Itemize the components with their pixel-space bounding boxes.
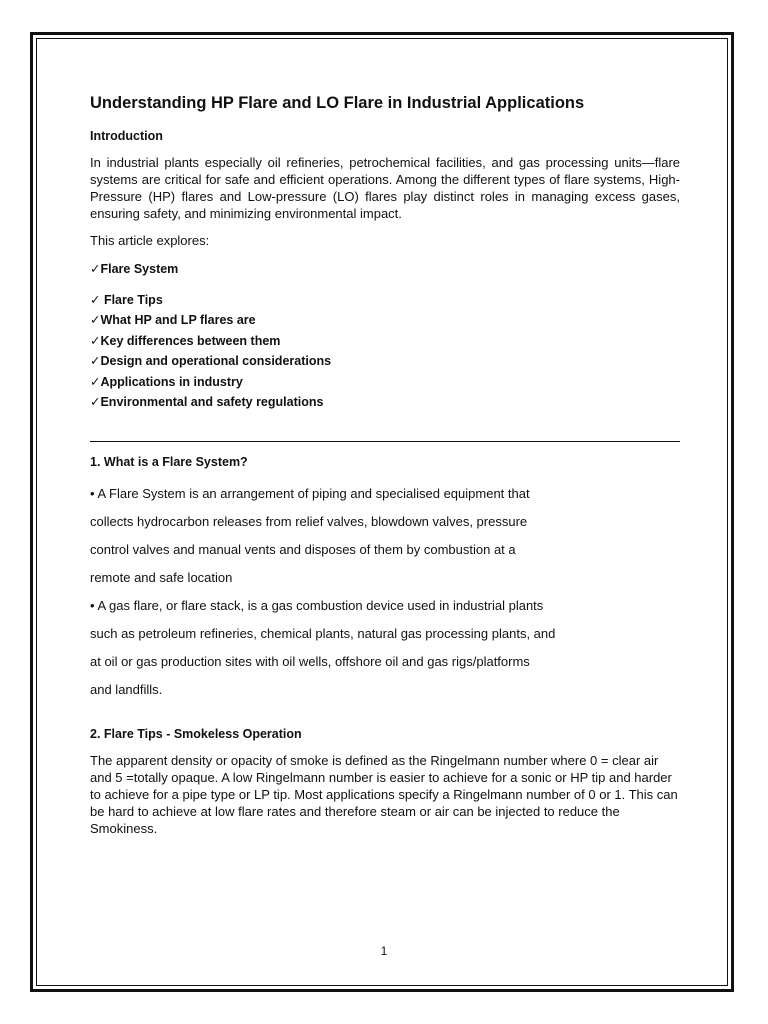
checklist-item: ✓ Flare Tips [90, 292, 163, 307]
page-number: 1 [380, 944, 388, 958]
checklist-item: ✓Environmental and safety regulations [90, 395, 324, 409]
section1-line: at oil or gas production sites with oil wells, offshore oil and gas rigs/platforms [90, 653, 530, 669]
section2-heading: 2. Flare Tips - Smokeless Operation [90, 726, 302, 741]
checklist-item: ✓What HP and LP flares are [90, 313, 256, 327]
section1-line: collects hydrocarbon releases from relief valves, blowdown valves, pressure [90, 513, 528, 529]
document-title: Understanding HP Flare and LO Flare in Industrial Applications [90, 94, 585, 112]
section1-line: and landfills. [90, 681, 163, 697]
checklist-item: ✓Design and operational considerations [90, 354, 332, 368]
section1-body [90, 480, 680, 704]
section2-paragraph: The apparent density or opacity of smoke is defined as the Ringelmann number where 0 = clear air and 5 =totally opaque. A low Ringelmann number is easier to achieve for a sonic or HP tip and harder to achieve for a pipe type or LP tip. Most applications specify a Ringelmann number of 0 or 1. This can be hard to achieve at low flare rates and therefore steam or air can be injected to reduce the Smokiness. [90, 752, 678, 836]
section-divider [90, 441, 680, 442]
explores-line: This article explores: [90, 233, 210, 248]
section1-line: remote and safe location [90, 569, 233, 585]
section1-line: • A Flare System is an arrangement of piping and specialised equipment that [90, 485, 530, 501]
checklist-item: ✓Flare System [90, 262, 179, 276]
section1-heading: 1. What is a Flare System? [90, 454, 248, 469]
intro-heading: Introduction [90, 129, 163, 143]
section1-line: such as petroleum refineries, chemical plants, natural gas processing plants, and [90, 625, 556, 641]
intro-paragraph: In industrial plants especially oil refineries, petrochemical facilities, and gas processing units—flare systems are critical for safe and efficient operations. Among the different types of flare systems, High-Pressure (HP) flares and Low-pressure (LO) flares play distinct roles in managing excess gases, ensuring safety, and minimizing environmental impact. [90, 155, 680, 221]
checklist-item: ✓Key differences between them [90, 333, 281, 348]
topic-checklist [90, 259, 680, 413]
section1-line: control valves and manual vents and disposes of them by combustion at a [90, 541, 516, 557]
document-body [90, 92, 680, 847]
section1-line: • A gas flare, or flare stack, is a gas combustion device used in industrial plants [90, 597, 544, 613]
checklist-item: ✓Applications in industry [90, 374, 243, 389]
